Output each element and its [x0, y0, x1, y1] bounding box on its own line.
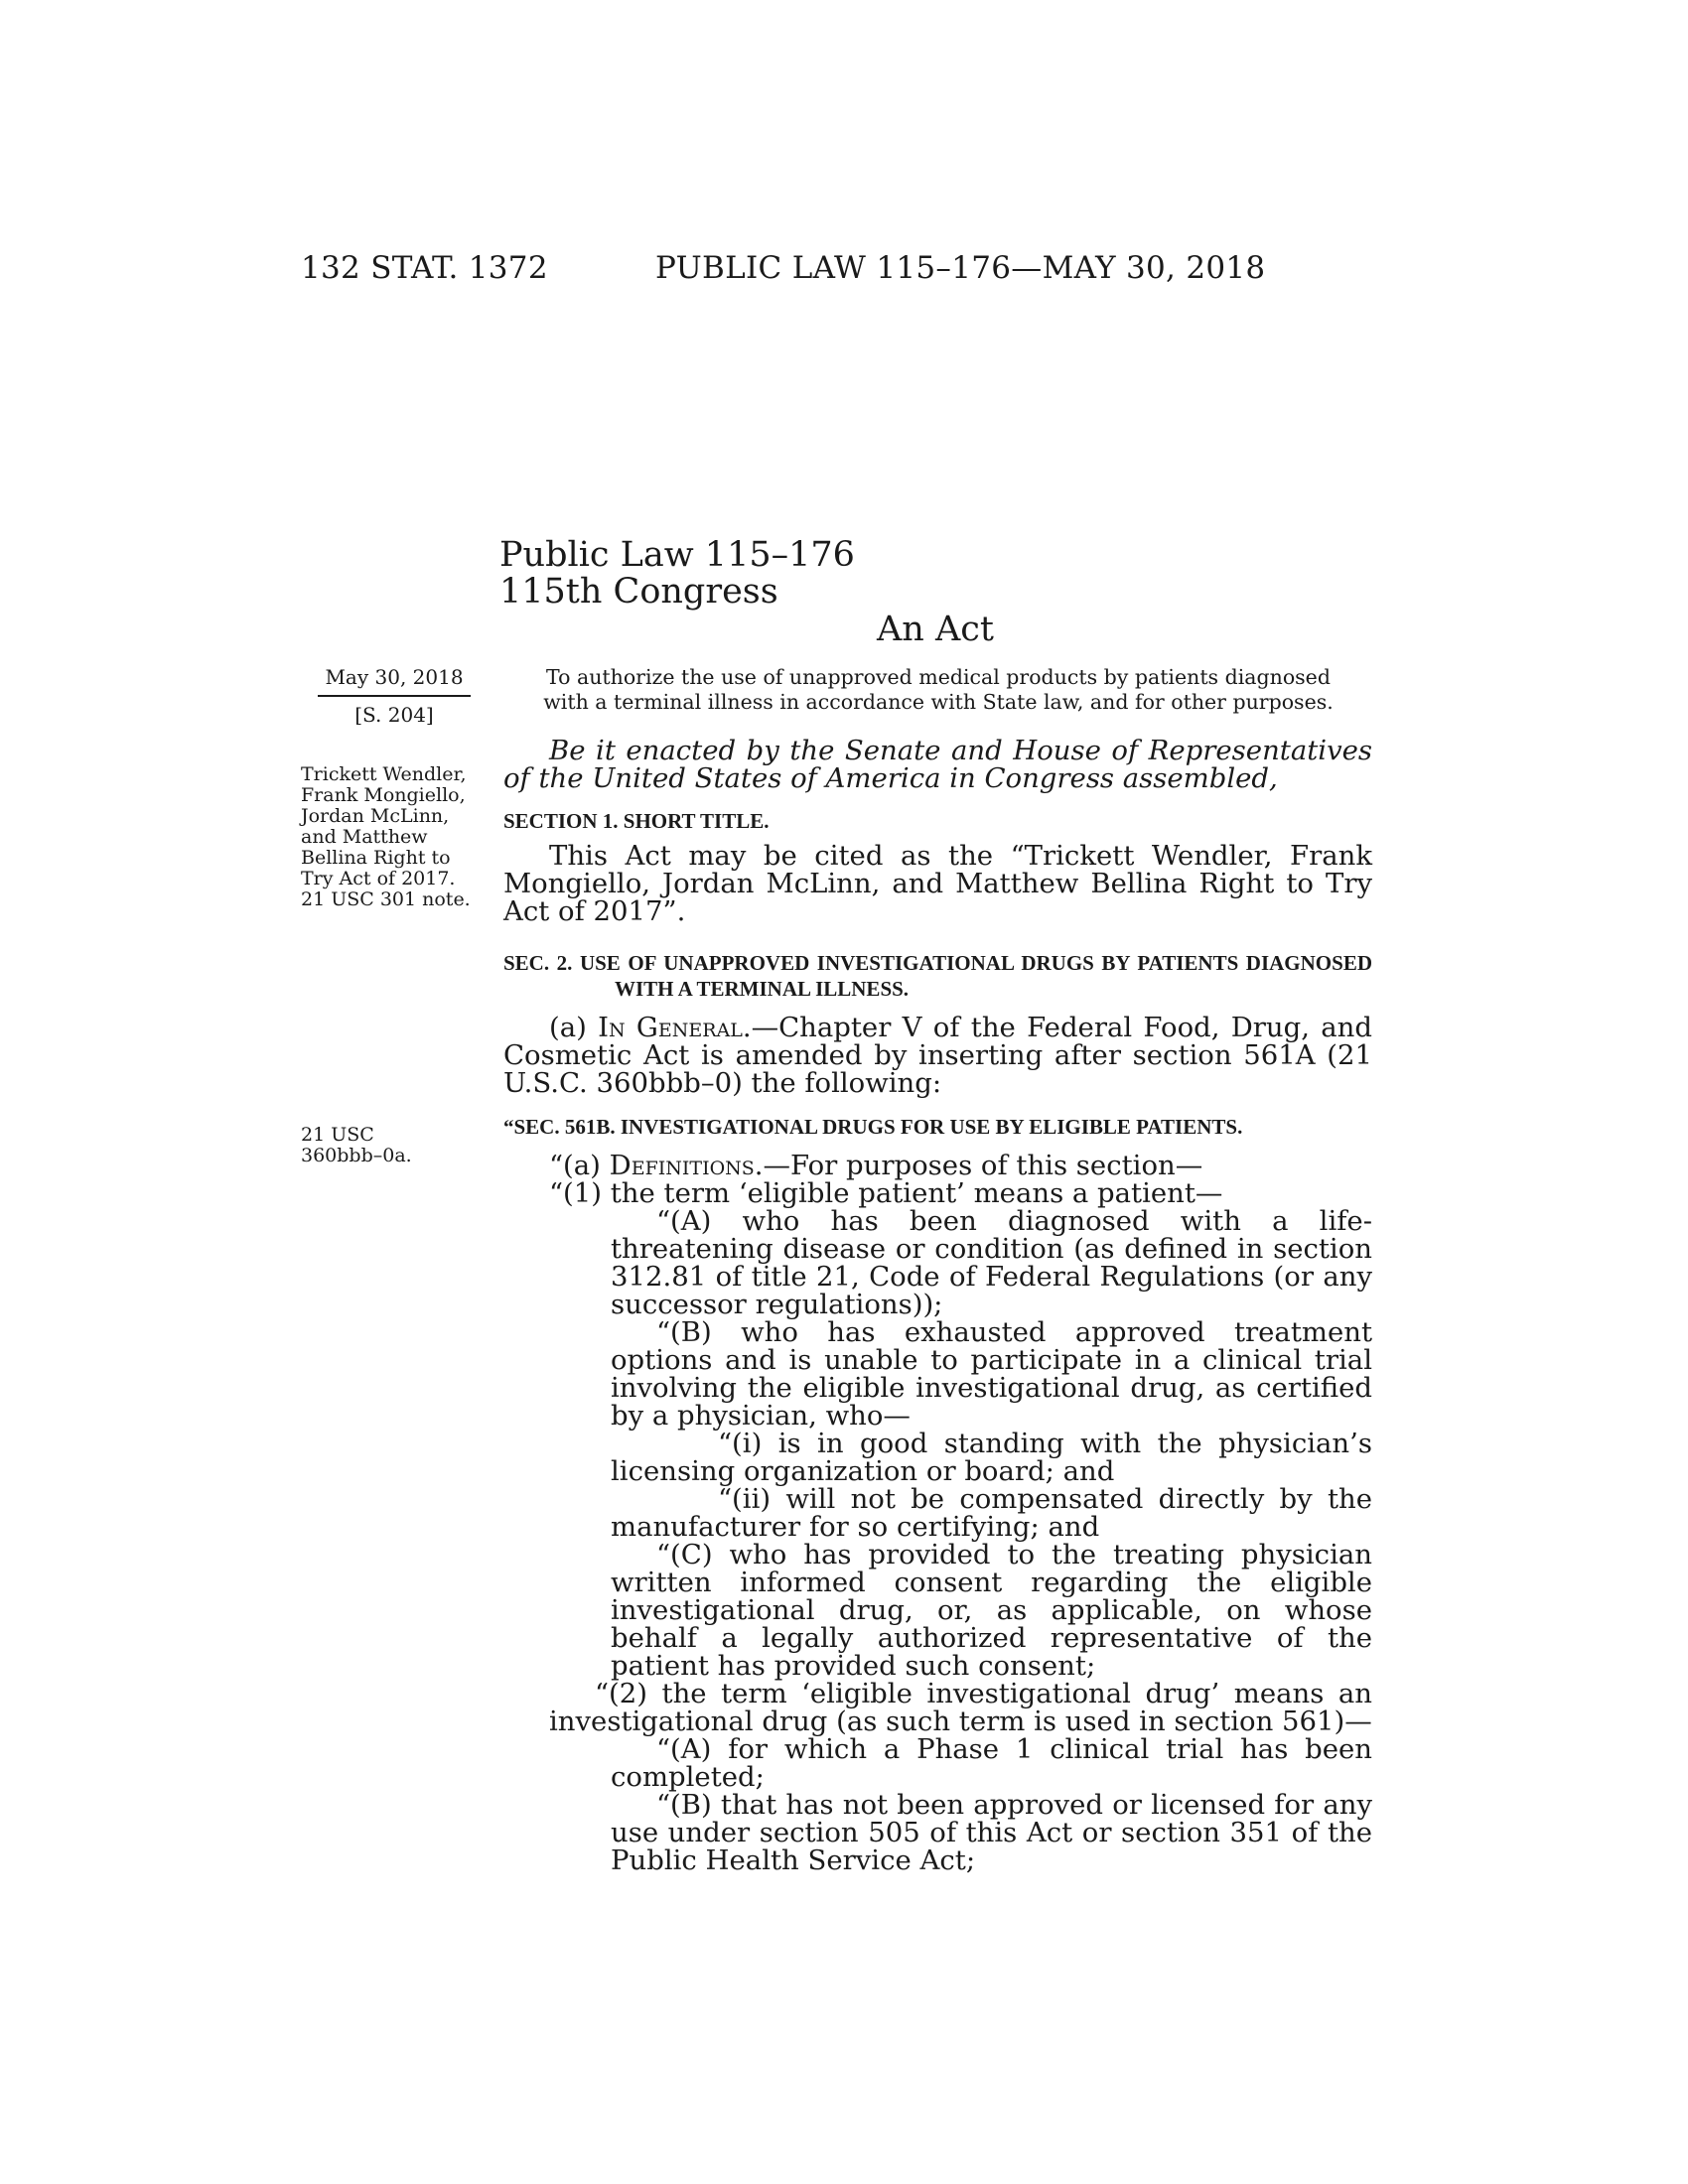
usc-note-2: 21 USC 360bbb–0a. — [301, 1124, 412, 1166]
paragraph-1-B-ii: “(ii) will not be compensated directly by the manufacturer for so certifying; and — [611, 1483, 1372, 1543]
paragraph-1-B-i: “(i) is in good standing with the physician’s licensing organization or board; and — [611, 1428, 1372, 1487]
paragraph-1-block — [503, 1179, 1372, 1207]
paragraph-2-subs — [503, 1735, 1372, 1874]
page-citation: 132 STAT. 1372 — [301, 250, 548, 286]
paragraph-2-B: “(B) that has not been approved or licensed for any use under section 505 of this Act or section 351 of the Public Health Service Act; — [611, 1789, 1372, 1876]
enacting-clause-block — [503, 737, 1372, 792]
section-2-a-label: (a) — [549, 1012, 599, 1043]
section-1-heading: SECTION 1. SHORT TITLE. — [503, 809, 770, 833]
paragraph-1: “(1) the term ‘eligible patient’ means a patient— — [549, 1177, 1223, 1209]
section-2-a-caption: In General — [598, 1012, 743, 1043]
section-2 — [503, 950, 1372, 1097]
definitions-intro — [503, 1152, 1372, 1179]
section-561b-heading: “SEC. 561B. INVESTIGATIONAL DRUGS FOR USE BY ELIGIBLE PATIENTS. — [503, 1115, 1243, 1139]
congress-number: 115th Congress — [499, 572, 778, 612]
section-2-a-text: .—Chapter V of the Federal Food, Drug, and Cosmetic Act is amended by inserting after section 561A (21 U.S.C. 360bbb–0) the following: — [503, 1012, 1372, 1099]
paragraph-1-A: “(A) who has been diagnosed with a life-threatening disease or condition (as defined in section 312.81 of title 21, Code of Federal Regulations (or any successor regulations)); — [611, 1205, 1372, 1320]
section-561b — [503, 1114, 1372, 1874]
section-2-a — [503, 1014, 1372, 1097]
enacting-clause: Be it enacted by the Senate and House of Representatives of the United States of America in Congress assembled, — [503, 735, 1372, 794]
sidebar-date-block — [318, 665, 471, 727]
running-header: PUBLIC LAW 115–176—MAY 30, 2018 — [655, 250, 1266, 286]
definitions-text: .—For purposes of this section— — [754, 1150, 1203, 1181]
an-act-heading: An Act — [877, 610, 994, 649]
paragraph-2-A: “(A) for which a Phase 1 clinical trial has been completed; — [611, 1733, 1372, 1793]
definitions-caption: Definitions — [609, 1150, 755, 1181]
short-title-margin-note — [301, 764, 475, 910]
definitions-label: “(a) — [549, 1150, 610, 1181]
public-law-number: Public Law 115–176 — [499, 535, 855, 575]
section-2-heading: SEC. 2. USE OF UNAPPROVED INVESTIGATIONAL DRUGS BY PATIENTS DIAGNOSED WITH A TERMINAL ILLNESS. — [503, 951, 1372, 1001]
paragraph-1-B: “(B) who has exhausted approved treatment options and is unable to participate in a clinical trial involving the eligible investigational drug, as certified by a physician, who— — [611, 1316, 1372, 1432]
paragraph-1-C: “(C) who has provided to the treating physician written informed consent regarding the eligible investigational drug, or, as applicable, on whose behalf a legally authorized representative of the patient has provided such consent; — [611, 1539, 1372, 1682]
paragraph-1-subs — [503, 1207, 1372, 1680]
bill-number: [S. 204] — [354, 703, 434, 727]
short-title-note: Trickett Wendler, Frank Mongiello, Jordan McLinn, and Matthew Bellina Right to Try Act of 2017. — [301, 763, 467, 889]
section-1-text: This Act may be cited as the “Trickett Wendler, Frank Mongiello, Jordan McLinn, and Matthew Bellina Right to Try Act of 2017”. — [503, 840, 1372, 927]
purpose-clause: To authorize the use of unapproved medical products by patients diagnosed with a terminal illness in accordance with State law, and for other purposes. — [543, 665, 1334, 714]
paragraph-2-block — [503, 1680, 1372, 1735]
paragraph-2: “(2) the term ‘eligible investigational drug’ means an investigational drug (as such term is used in section 561)— — [549, 1678, 1372, 1737]
section-1 — [503, 808, 1372, 925]
approval-date: May 30, 2018 — [318, 665, 471, 697]
usc-note-1: 21 USC 301 note. — [301, 888, 471, 910]
